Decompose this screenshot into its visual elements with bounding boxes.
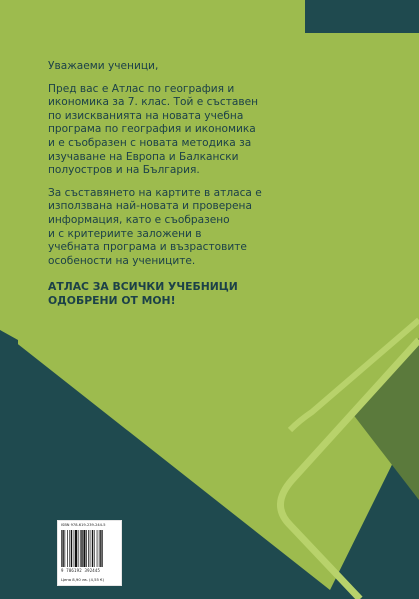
paragraph-sources: За съставянето на картите в атласа е използвана най-новата и проверена информация, като е съобразено и с критериите заложени в учебната програма и възрастовите особености на учениците.: [48, 186, 262, 267]
barcode-digits: 9 786192 392445: [61, 568, 101, 573]
intro-text: [48, 60, 388, 308]
approval-callout: АТЛАС ЗА ВСИЧКИ УЧЕБНИЦИ ОДОБРЕНИ ОТ МОН!: [48, 280, 238, 308]
top-right-dark-block: [305, 0, 419, 33]
left-dark-wedge: [0, 330, 18, 599]
right-olive-triangle: [352, 338, 419, 500]
isbn-text: ISBN 978-619-239-244-5: [61, 523, 106, 527]
barcode-bars: [60, 530, 119, 568]
price-text: Цена 8,90 лв. (4,55 €): [61, 577, 105, 582]
greeting: Уважаеми ученици,: [48, 60, 159, 72]
barcode-label: [57, 520, 122, 586]
paragraph-description: Пред вас е Атлас по география и икономика за 7. клас. Той е съставен по изискванията на новата учебна програма по география и икономика и е съобразен с новата методика за изучаване на Европа и Балкански полуостров и на България.: [48, 82, 259, 177]
